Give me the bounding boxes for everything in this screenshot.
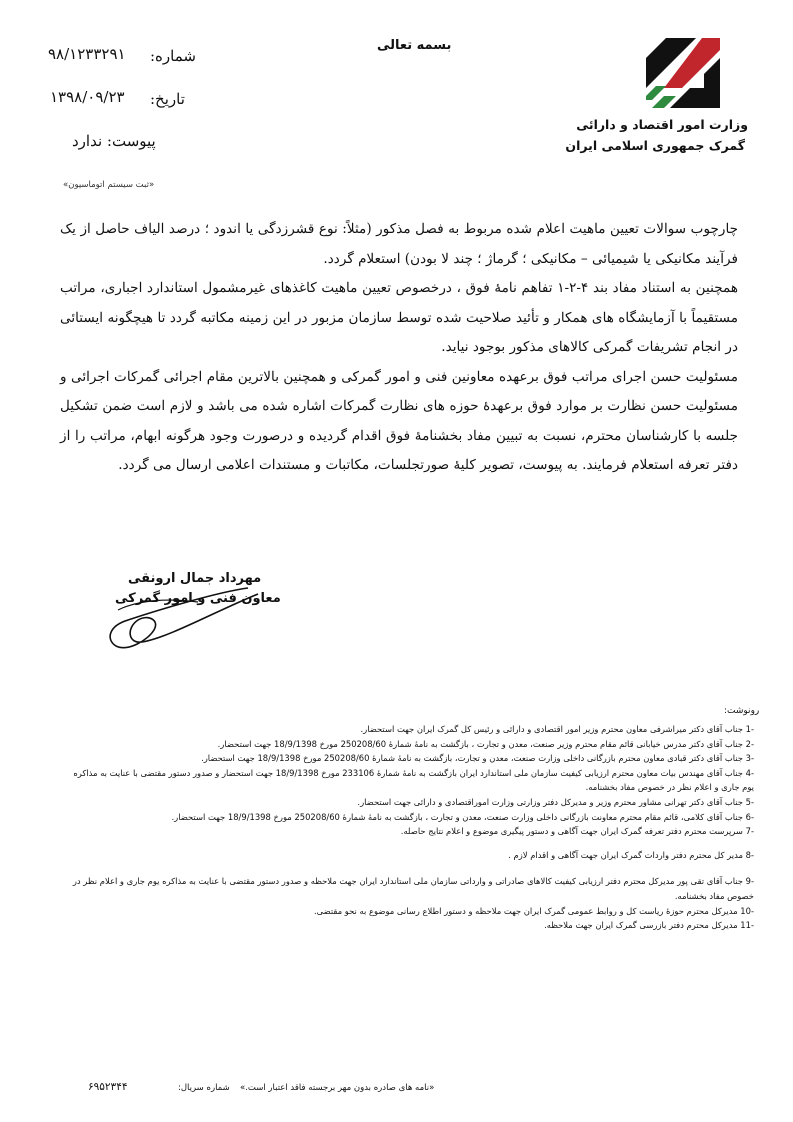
- letter-number-label: شماره:: [150, 47, 196, 65]
- letter-date-label: تاریخ:: [150, 90, 185, 108]
- letter-number-value: ۹۸/۱۲۳۳۲۹۱: [48, 45, 126, 63]
- cc-item: -4 جناب آقای مهندس بیات معاون محترم ارزیابی کیفیت سازمان ملی استاندارد ایران بازگشت به نامهٔ شمارهٔ 233106 مورخ 18/9/1398 جهت استحضار و صدور دستور مقتضی با عنایت به مذاکره یوم جاری و اعلام نظر در خصوص مفاد بخشنامه.: [73, 767, 754, 793]
- cc-item: -2 جناب آقای دکتر مدرس خیابانی قائم مقام محترم وزیر صنعت، معدن و تجارت ، بازگشت به نامهٔ شمارهٔ 250208/60 مورخ 18/9/1398 جهت استحضار.: [217, 738, 754, 749]
- cc-item: -1 جناب آقای دکتر میراشرفی معاون محترم وزیر امور اقتصادی و دارائی و رئیس کل گمرک ایران جهت استحضار.: [360, 724, 754, 734]
- serial-number-value: ۶۹۵۲۳۴۴: [88, 1081, 128, 1093]
- signatory-name: مهرداد جمال ارونقی: [128, 571, 262, 586]
- letter-date-value: ۱۳۹۸/۰۹/۲۳: [50, 88, 125, 106]
- cc-item: -3 جناب آقای دکتر قبادی معاون محترم بازرگانی داخلی وزارت صنعت، معدن و تجارت، بازگشت به نامهٔ شمارهٔ 250208/60 مورخ 18/9/1398 جهت استحضار.: [201, 753, 754, 764]
- basmala-heading: بسمه تعالی: [377, 38, 452, 53]
- cc-item: -10 مدیرکل محترم حوزهٔ ریاست کل و روابط عمومی گمرک ایران جهت ملاحظه و دستور اطلاع رسانی موضوع به نحو مقتضی.: [313, 905, 754, 916]
- cc-item: -11 مدیرکل محترم دفتر بازرسی گمرک ایران جهت ملاحظه.: [544, 920, 754, 931]
- body-paragraph-2: همچنین به استناد مفاد بند ۴-۲-۱ تفاهم نامهٔ فوق ، درخصوص تعیین ماهیت کاغذهای غیرمشمول استاندارد اجباری، مراتب مستقیماً با آزمایشگاه های همکار و تأئید صلاحیت شده توسط سازمان مزبور در این زمینه مکاتبه گردد تا هیچگونه ایستائی در انجام تشریفات گمرکی کالاهای مذکور بوجود نیاید.: [60, 280, 738, 355]
- body-paragraph-3: مسئولیت حسن اجرای مراتب فوق برعهده معاونین فنی و امور گمرکی و همچنین بالاترین مقام اجرائی گمرکات اجرائی و مسئولیت حسن نظارت بر موارد فوق برعهدهٔ حوزه های نظارت گمرکات اشاره شده می باشد و لازم است ضمن تشکیل جلسه با کارشناسان محترم، نسبت به تبیین مفاد بخشنامهٔ فوق اقدام گردیده و درصورت وجود هرگونه ابهام، مراتب را از دفتر تعرفه استعلام فرمایند. به پیوست، تصویر کلیهٔ صورتجلسات، مکاتبات و مستندات اعلامی ارسال می گردد.: [60, 368, 738, 473]
- serial-number-label: شماره سریال:: [178, 1083, 230, 1093]
- body-paragraph-1: چارچوب سوالات تعیین ماهیت اعلام شده مربوط به فصل مذکور (مثلاً: نوع قشرزدگی یا اندود ؛ درصد الیاف حاصل از یک فرآیند مکانیکی یا شیمیائی – مکانیکی ؛ گرماژ ؛ چند لا بودن) استعلام گردد.: [60, 221, 738, 267]
- cc-item: -5 جناب آقای دکتر تهرانی مشاور محترم وزیر و مدیرکل دفتر وزارتی وزارت اموراقتصادی و دارائی جهت استحضار.: [357, 796, 754, 807]
- cc-item: -6 جناب آقای کلامی، قائم مقام محترم معاونت بازرگانی داخلی وزارت صنعت، معدن و تجارت ، بازگشت به نامهٔ شمارهٔ 250208/60 مورخ 18/9/1398 جهت استحضار.: [171, 811, 754, 822]
- cc-label: رونوشت:: [724, 706, 760, 716]
- signatory-title: معاون فنی و امور گمرکی: [115, 591, 281, 606]
- footer-validity-note: «نامه های صادره بدون مهر برجسته فاقد اعتبار است.»: [240, 1083, 435, 1093]
- letter-body: [60, 215, 738, 481]
- organization-customs: گمرک جمهوری اسلامی ایران: [565, 138, 745, 153]
- organization-ministry: وزارت امور اقتصاد و دارائی: [576, 117, 748, 132]
- attachment-label: پیوست: ندارد: [72, 132, 156, 150]
- cc-item: -7 سرپرست محترم دفتر تعرفه گمرک ایران جهت آگاهی و دستور پیگیری موضوع و اعلام نتایج حاصله.: [400, 826, 754, 837]
- system-note: «ثبت سیستم اتوماسیون»: [63, 180, 155, 190]
- cc-list: [62, 722, 754, 933]
- customs-logo-icon: [644, 36, 722, 110]
- cc-item: -8 مدیر کل محترم دفتر واردات گمرک ایران جهت آگاهی و اقدام لازم .: [508, 849, 754, 860]
- cc-item: -9 جناب آقای تقی پور مدیرکل محترم دفتر ارزیابی کیفیت کالاهای صادراتی و وارداتی سازمان ملی استاندارد ایران جهت ملاحظه و صدور دستور مقتضی با عنایت به مذاکره یوم جاری و اعلام نظر در خصوص مفاد بخشنامه.: [72, 876, 754, 901]
